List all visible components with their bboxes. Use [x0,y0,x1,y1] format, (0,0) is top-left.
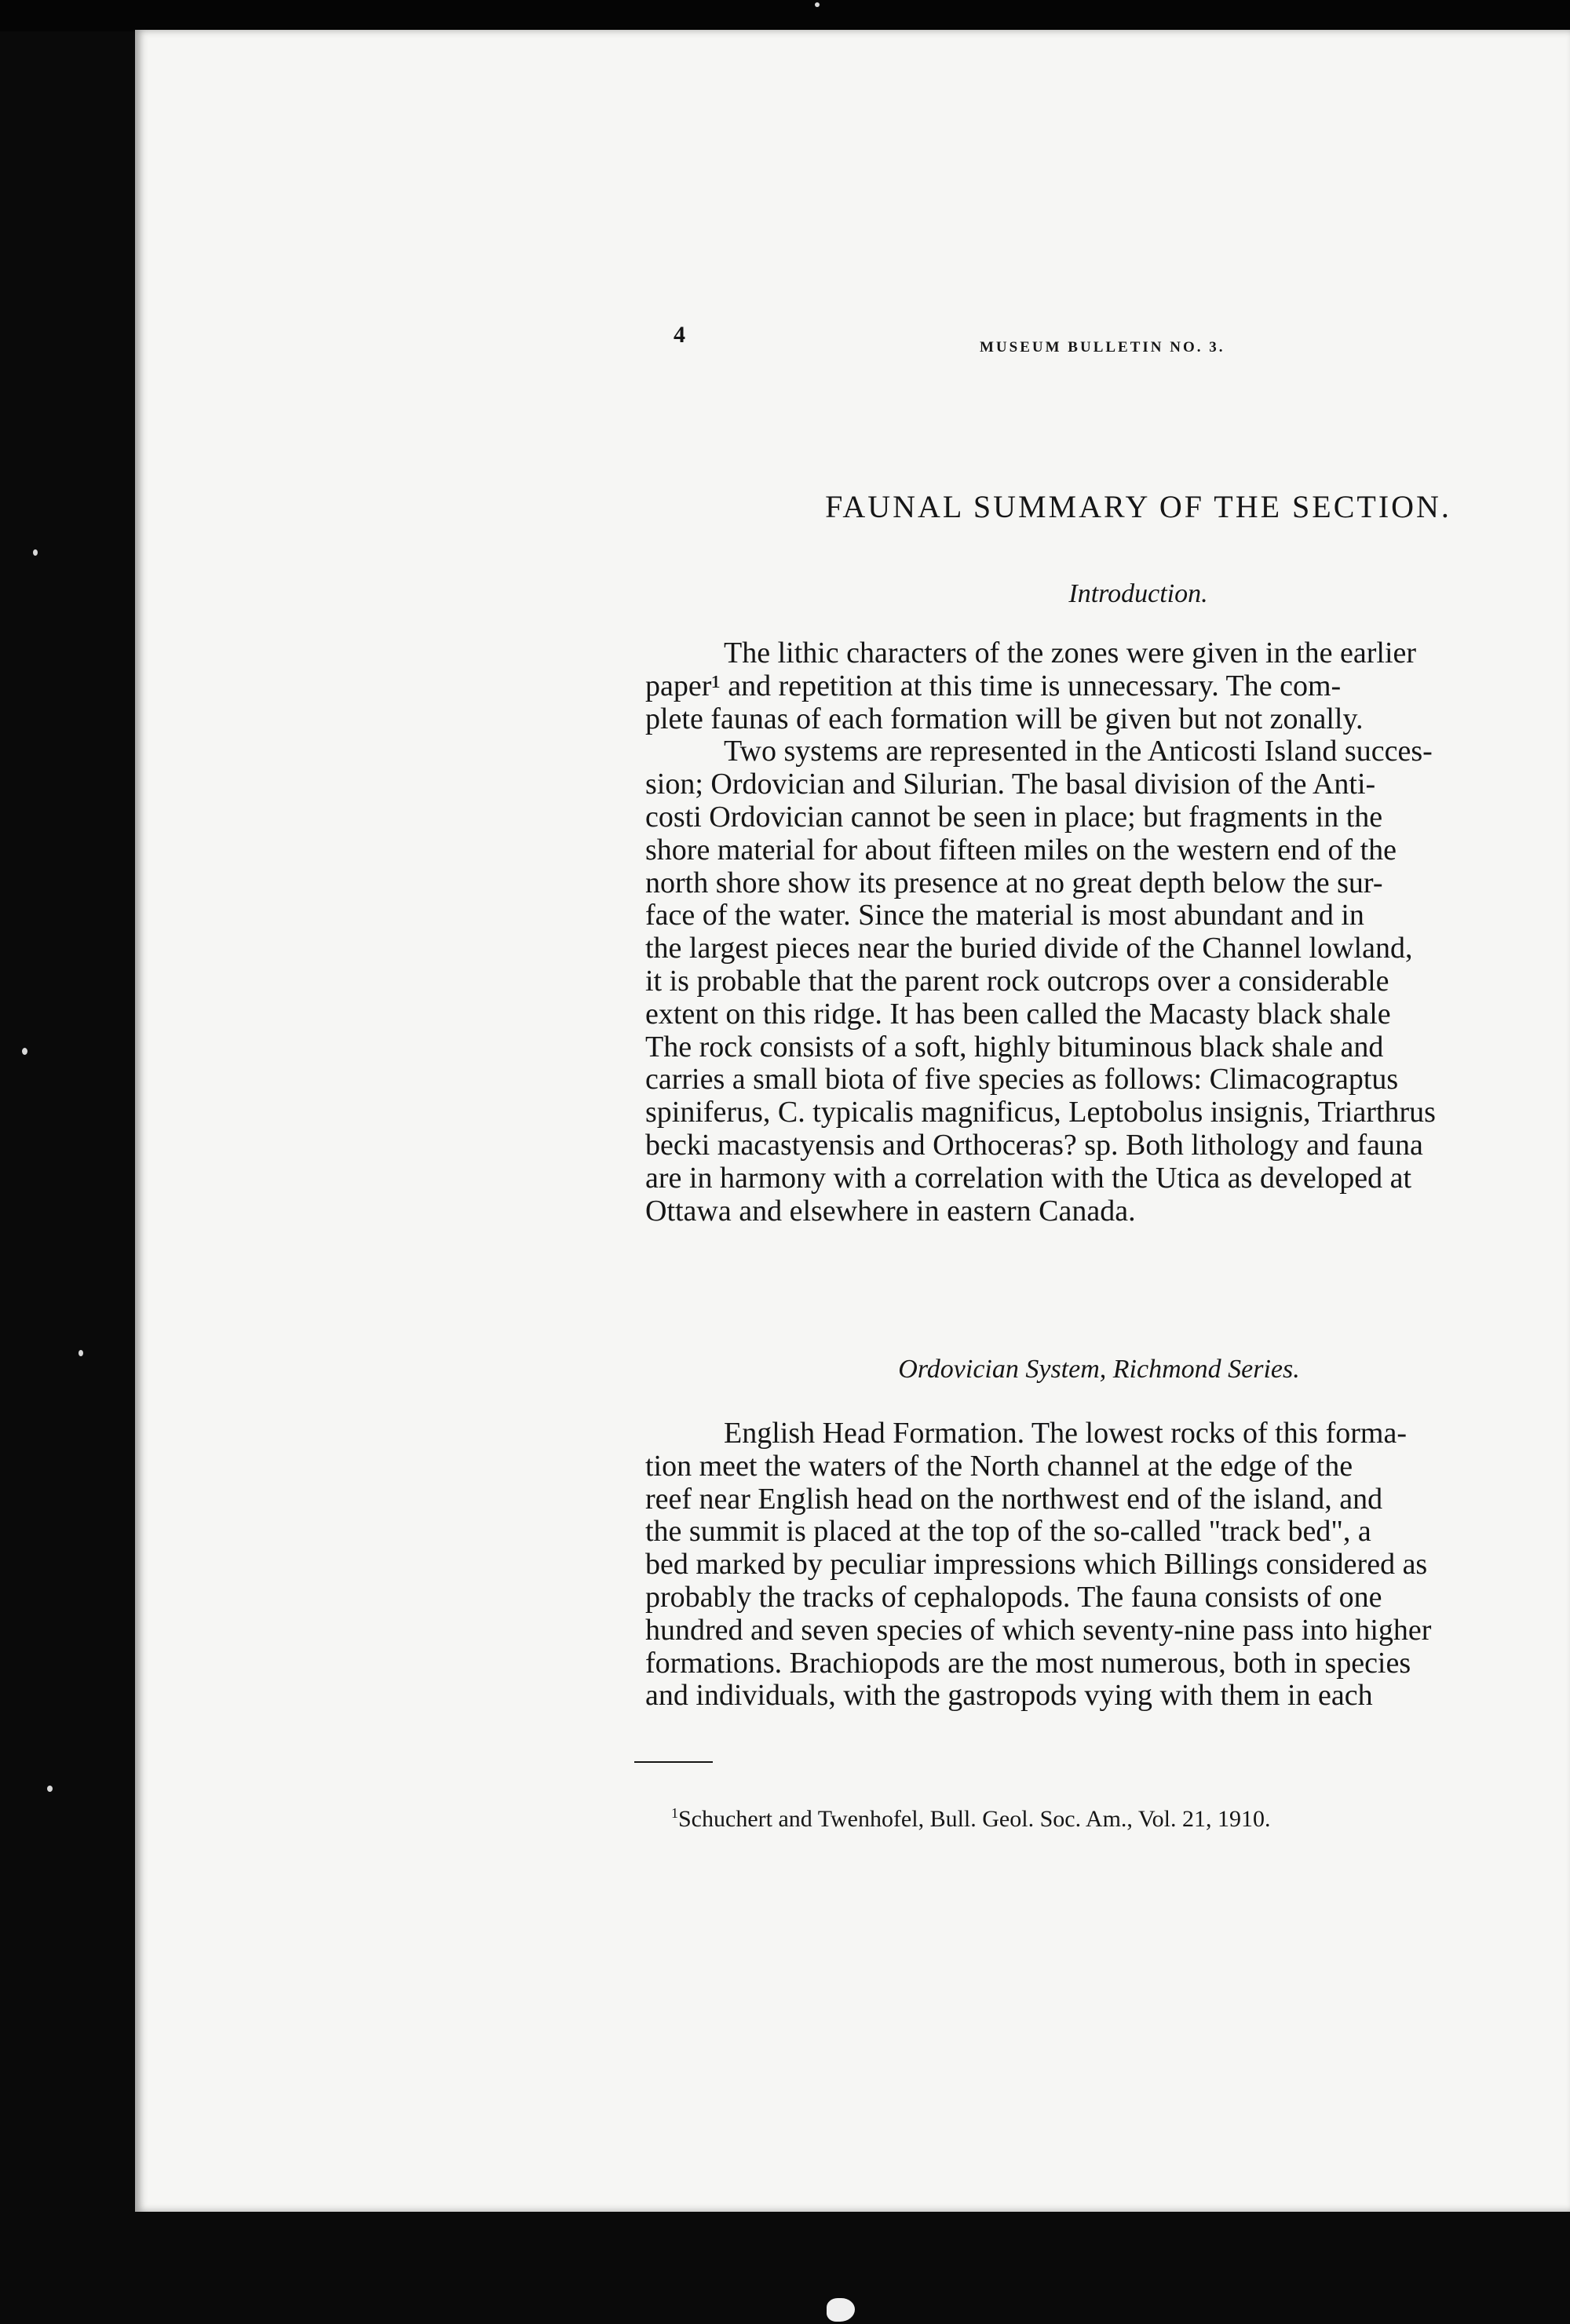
text-line: sion; Ordovician and Silurian. The basal division of the Anti- [645,768,1376,801]
scan-speck [47,1786,53,1792]
scan-speck [815,2,820,7]
scan-speck [78,1350,83,1356]
scan-blot [827,2298,855,2322]
text-line: becki macastyensis and Orthoceras? sp. Both lithology and fauna [645,1128,1423,1162]
text-line: costi Ordovician cannot be seen in place; but fragments in the [645,800,1383,834]
footnote-text: Schuchert and Twenhofel, Bull. Geol. Soc. Am., Vol. 21, 1910. [678,1806,1271,1832]
text-line: the largest pieces near the buried divide of the Channel lowland, [645,932,1413,965]
footnote [671,1805,1271,1833]
text-line: it is probable that the parent rock outcrops over a considerable [645,964,1389,998]
text-line: plete faunas of each formation will be given but not zonally. [645,702,1364,735]
richmond-heading: Ordovician System, Richmond Series. [898,1355,1300,1384]
scan-speck [33,549,38,556]
scan-border [0,0,1570,31]
richmond-body [645,1417,1532,1713]
text-line: face of the water. Since the material is most abundant and in [645,899,1364,932]
footnote-marker: 1 [671,1805,678,1821]
text-line: shore material for about fifteen miles on the western end of the [645,833,1397,866]
text-line: are in harmony with a correlation with the Utica as developed at [645,1161,1412,1195]
scan-speck [22,1048,27,1055]
page-number: 4 [674,322,685,348]
text-line: bed marked by peculiar impressions which Billings considered as [645,1548,1428,1582]
text-line: Ottawa and elsewhere in eastern Canada. [645,1194,1136,1228]
text-line: English Head Formation. The lowest rocks of this forma- [724,1417,1407,1450]
section-title: FAUNAL SUMMARY OF THE SECTION. [825,489,1451,524]
text-line: paper¹ and repetition at this time is unnecessary. The com- [645,669,1342,702]
text-line: probably the tracks of cephalopods. The fauna consists of one [645,1580,1382,1614]
footnote-rule [634,1761,713,1763]
text-line: tion meet the waters of the North channel at the edge of the [645,1449,1353,1483]
running-head: MUSEUM BULLETIN NO. 3. [980,339,1225,356]
text-line: Two systems are represented in the Anticosti Island succes- [724,735,1433,768]
text-line: extent on this ridge. It has been called the Macasty black shale [645,997,1391,1031]
text-line: hundred and seven species of which seventy-nine pass into higher [645,1613,1432,1647]
text-line: formations. Brachiopods are the most numerous, both in species [645,1646,1411,1680]
introduction-heading: Introduction. [1068,579,1208,608]
text-line: and individuals, with the gastropods vying with them in each [645,1679,1373,1713]
introduction-body [645,637,1532,1228]
text-line: The lithic characters of the zones were given in the earlier [724,637,1417,669]
text-line: spiniferus, C. typicalis magnificus, Leptobolus insignis, Triarthrus [645,1096,1436,1129]
text-line: reef near English head on the northwest end of the island, and [645,1482,1383,1516]
text-line: the summit is placed at the top of the so-called "track bed", a [645,1515,1371,1549]
text-line: north shore show its presence at no great depth below the sur- [645,866,1383,899]
text-line: carries a small biota of five species as follows: Climacograptus [645,1063,1399,1096]
text-line: The rock consists of a soft, highly bituminous black shale and [645,1030,1384,1063]
